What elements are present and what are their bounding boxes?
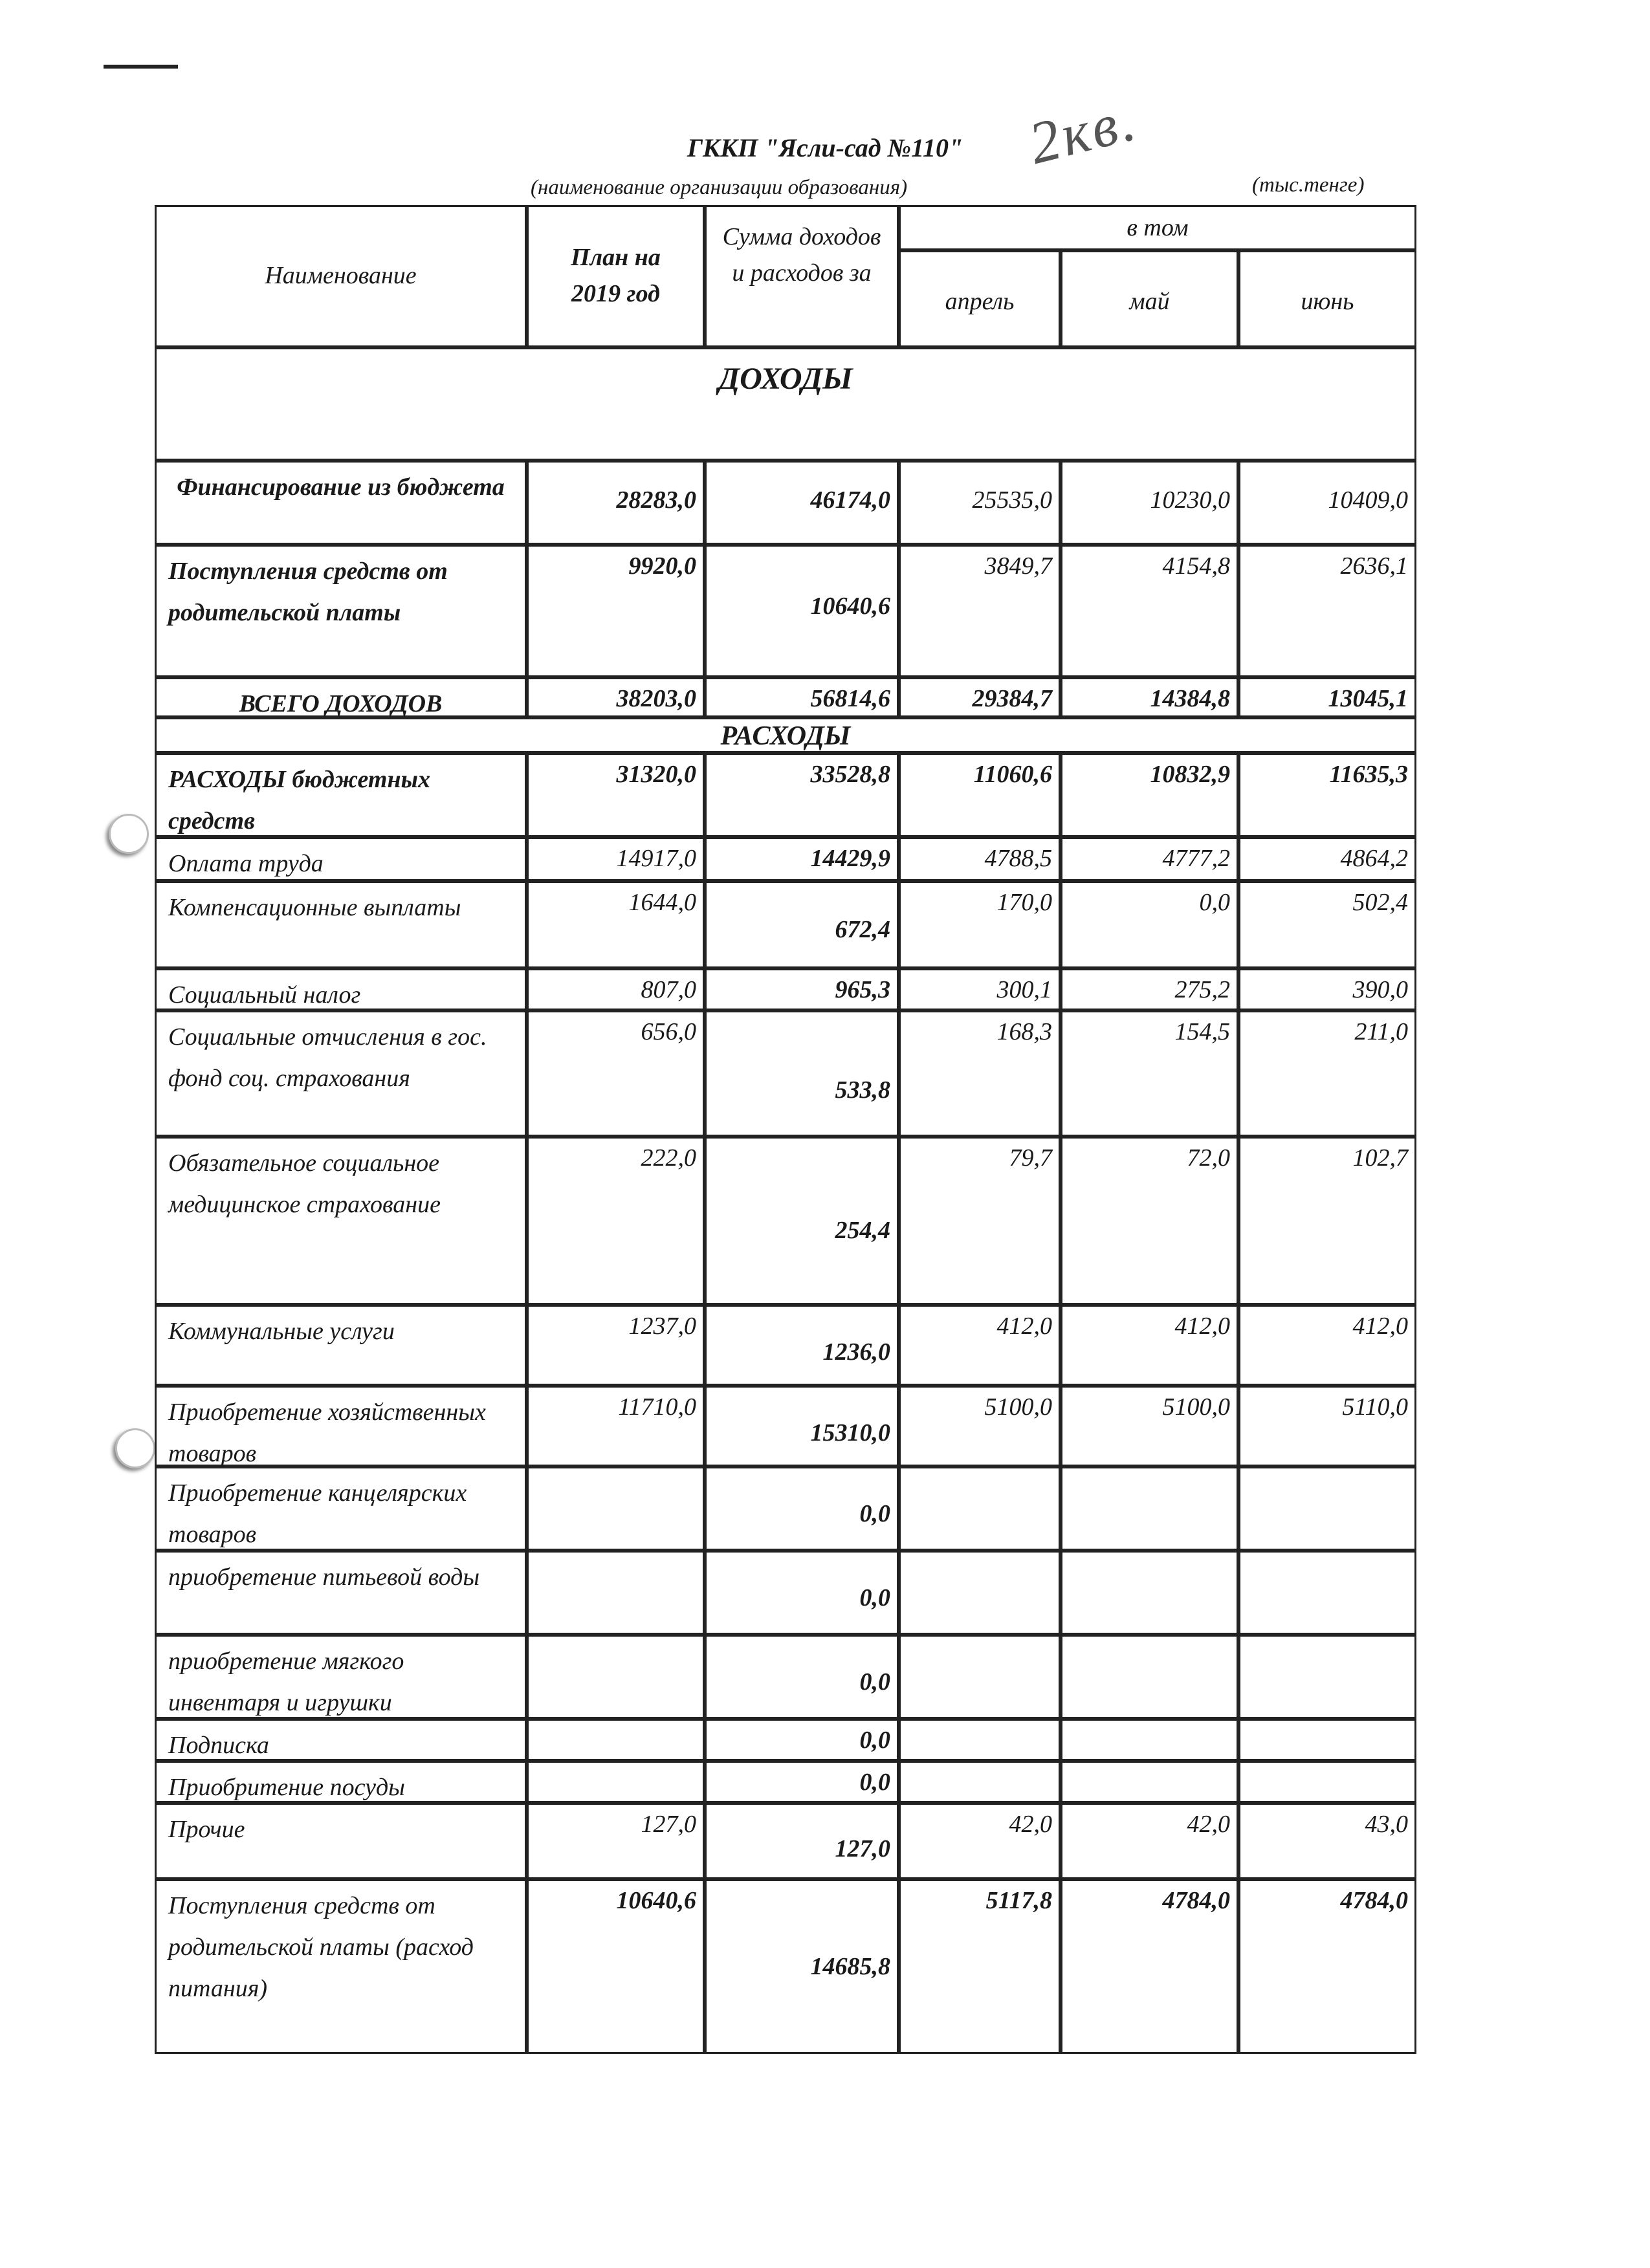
row-value-cell [899,1635,1061,1719]
row-label-cell [155,1305,527,1386]
value-apr-total_income: 29384,7 [972,685,1052,712]
row-label-cell [155,1137,527,1305]
row-value-cell [1061,881,1238,968]
row-value-cell [705,461,899,545]
row-value-cell [705,1879,899,2054]
row-value-cell [1061,1761,1238,1803]
row-value-cell [1238,545,1416,677]
row-value-cell [899,1010,1061,1137]
value-sum-subscription: 0,0 [859,1727,890,1754]
row-label-parent_pay: Поступления средств от родительской платы [168,558,448,626]
value-jun-fin_budget: 10409,0 [1328,486,1408,514]
row-label-cell [155,1719,527,1761]
row-label-cell [155,837,527,881]
row-label-cell [155,1386,527,1467]
value-apr-social_tax: 300,1 [996,976,1052,1003]
row-value-cell [705,545,899,677]
value-plan-medical: 222,0 [641,1144,696,1172]
row-value-cell [705,1635,899,1719]
row-value-cell [899,677,1061,717]
row-value-cell [1061,1719,1238,1761]
row-value-cell [705,1137,899,1305]
row-value-cell [1238,1879,1416,2054]
value-sum-social_contrib: 533,8 [835,1076,890,1104]
value-sum-compensation: 672,4 [835,916,890,943]
row-value-cell [899,1803,1061,1879]
row-value-cell [899,1386,1061,1467]
row-value-cell [705,1803,899,1879]
header-group-cell [899,205,1416,250]
row-value-cell [1238,1719,1416,1761]
row-label-cell [155,1803,527,1879]
value-apr-compensation: 170,0 [996,889,1052,916]
value-jun-social_tax: 390,0 [1352,976,1408,1003]
row-label-compensation: Компенсационные выплаты [168,894,461,921]
row-label-cell [155,1467,527,1551]
row-value-cell [705,1551,899,1635]
document-title: ГККП "Ясли-сад №110" [687,133,963,162]
row-value-cell [1238,1137,1416,1305]
punch-hole [115,1428,155,1468]
row-value-cell [527,968,705,1010]
value-apr-budget_expense: 11060,6 [973,761,1052,788]
row-value-cell [1238,968,1416,1010]
margin-mark [104,65,178,69]
row-value-cell [1238,1803,1416,1879]
row-label-cell [155,1010,527,1137]
row-value-cell [527,1305,705,1386]
value-sum-household: 15310,0 [810,1419,890,1446]
row-value-cell [1061,677,1238,717]
handwritten-note: 2кв. [1022,86,1144,177]
row-label-cell [155,1761,527,1803]
row-value-cell [705,1719,899,1761]
row-value-cell [705,837,899,881]
row-label-other: Прочие [168,1816,245,1843]
row-value-cell [899,1137,1061,1305]
value-may-household: 5100,0 [1162,1393,1230,1421]
column-header-group: в том [1127,214,1189,241]
value-sum-medical: 254,4 [835,1217,890,1244]
header-month-cell [1061,250,1238,347]
row-value-cell [527,1719,705,1761]
value-may-social_tax: 275,2 [1174,976,1230,1003]
row-value-cell [1061,753,1238,837]
row-value-cell [899,461,1061,545]
row-value-cell [1238,1761,1416,1803]
value-plan-food: 10640,6 [616,1887,696,1914]
unit-caption: (тыс.тенге) [1252,173,1365,197]
row-value-cell [705,753,899,837]
value-jun-social_contrib: 211,0 [1354,1018,1408,1045]
section-income [155,347,1416,461]
row-value-cell [1061,1386,1238,1467]
value-plan-household: 11710,0 [618,1393,696,1421]
value-jun-total_income: 13045,1 [1328,685,1408,712]
row-label-cell [155,461,527,545]
value-may-salary: 4777,2 [1162,845,1230,872]
value-sum-other: 127,0 [835,1835,890,1862]
value-sum-parent_pay: 10640,6 [810,593,890,620]
row-value-cell [705,1010,899,1137]
value-sum-food: 14685,8 [810,1953,890,1980]
row-label-cell [155,881,527,968]
value-sum-office: 0,0 [859,1500,890,1527]
row-value-cell [705,881,899,968]
row-label-dishes: Приобритение посуды [168,1774,405,1801]
row-label-budget_expense: РАСХОДЫ бюджетных средств [168,766,430,834]
row-value-cell [1238,461,1416,545]
row-value-cell [527,545,705,677]
row-value-cell [705,677,899,717]
value-jun-household: 5110,0 [1342,1393,1408,1421]
value-apr-other: 42,0 [1009,1811,1052,1838]
row-value-cell [527,837,705,881]
value-may-fin_budget: 10230,0 [1150,486,1230,514]
value-plan-utilities: 1237,0 [628,1313,696,1340]
value-plan-social_tax: 807,0 [641,976,696,1003]
row-value-cell [1061,1467,1238,1551]
row-label-cell [155,753,527,837]
row-label-water: приобретение питьевой воды [168,1564,480,1591]
value-may-total_income: 14384,8 [1150,685,1230,712]
value-sum-soft_inventory: 0,0 [859,1668,890,1696]
row-value-cell [1061,1551,1238,1635]
row-value-cell [527,1386,705,1467]
value-may-budget_expense: 10832,9 [1150,761,1230,788]
column-header-plan: План на 2019 год [571,244,661,307]
value-plan-salary: 14917,0 [616,845,696,872]
row-label-cell [155,1879,527,2054]
row-value-cell [1061,1305,1238,1386]
row-value-cell [705,1467,899,1551]
row-label-cell [155,1635,527,1719]
value-jun-parent_pay: 2636,1 [1340,552,1408,580]
row-value-cell [899,1879,1061,2054]
row-value-cell [899,545,1061,677]
row-value-cell [1238,881,1416,968]
row-value-cell [1238,1010,1416,1137]
value-apr-household: 5100,0 [984,1393,1052,1421]
row-label-household: Приобретение хозяйственных товаров [168,1399,486,1467]
row-value-cell [1061,1010,1238,1137]
column-header-jun: июнь [1301,288,1354,315]
value-plan-budget_expense: 31320,0 [616,761,696,788]
value-may-social_contrib: 154,5 [1174,1018,1230,1045]
value-apr-salary: 4788,5 [984,845,1052,872]
row-label-cell [155,1551,527,1635]
row-label-salary: Оплата труда [168,850,324,877]
value-jun-compensation: 502,4 [1352,889,1408,916]
row-value-cell [527,1551,705,1635]
row-value-cell [1238,837,1416,881]
header-sum-cell [705,205,899,347]
header-name-cell [155,205,527,347]
row-value-cell [899,1719,1061,1761]
value-jun-medical: 102,7 [1352,1144,1408,1172]
value-jun-budget_expense: 11635,3 [1329,761,1408,788]
organization-caption: (наименование организации образования) [531,176,908,199]
row-value-cell [1061,1803,1238,1879]
value-may-compensation: 0,0 [1199,889,1230,916]
row-value-cell [527,881,705,968]
row-value-cell [527,1879,705,2054]
value-sum-water: 0,0 [859,1584,890,1611]
section-title-income: ДОХОДЫ [718,362,853,396]
row-value-cell [1238,1386,1416,1467]
row-value-cell [899,1305,1061,1386]
row-value-cell [899,881,1061,968]
row-value-cell [527,1761,705,1803]
column-header-apr: апрель [945,288,1015,315]
value-may-medical: 72,0 [1187,1144,1230,1172]
row-value-cell [1061,1137,1238,1305]
value-jun-food: 4784,0 [1340,1887,1408,1914]
row-label-subscription: Подписка [168,1732,269,1759]
row-value-cell [899,1467,1061,1551]
value-apr-fin_budget: 25535,0 [972,486,1052,514]
value-sum-salary: 14429,9 [810,845,890,872]
row-value-cell [705,968,899,1010]
row-value-cell [527,753,705,837]
value-may-utilities: 412,0 [1174,1313,1230,1340]
row-value-cell [1061,1635,1238,1719]
value-apr-food: 5117,8 [985,1887,1052,1914]
value-sum-utilities: 1236,0 [822,1338,890,1366]
row-label-medical: Обязательное социальное медицинское страхование [168,1150,441,1218]
row-value-cell [899,753,1061,837]
value-plan-parent_pay: 9920,0 [628,552,696,580]
row-label-fin_budget: Финансирование из бюджета [177,474,505,501]
section-expense [155,717,1416,753]
value-may-parent_pay: 4154,8 [1162,552,1230,580]
value-apr-parent_pay: 3849,7 [984,552,1052,580]
section-title-expense: РАСХОДЫ [720,721,851,751]
value-jun-salary: 4864,2 [1340,845,1408,872]
value-apr-medical: 79,7 [1009,1144,1052,1172]
row-label-cell [155,545,527,677]
row-value-cell [527,461,705,545]
column-header-name: Наименование [265,262,417,289]
value-may-food: 4784,0 [1162,1887,1230,1914]
row-label-social_tax: Социальный налог [168,981,361,1009]
column-header-sum: Сумма доходов и расходов за [722,223,881,287]
row-value-cell [899,1551,1061,1635]
value-jun-utilities: 412,0 [1352,1313,1408,1340]
value-sum-budget_expense: 33528,8 [810,761,890,788]
header-plan-cell [527,205,705,347]
value-plan-other: 127,0 [641,1811,696,1838]
row-label-social_contrib: Социальные отчисления в гос. фонд соц. страхования [168,1023,487,1092]
column-header-may: май [1129,288,1170,315]
value-plan-compensation: 1644,0 [628,889,696,916]
header-month-cell [899,250,1061,347]
row-value-cell [1238,677,1416,717]
row-value-cell [1061,461,1238,545]
row-value-cell [527,1010,705,1137]
row-value-cell [899,837,1061,881]
row-value-cell [1061,1879,1238,2054]
row-value-cell [527,1635,705,1719]
row-value-cell [1238,1305,1416,1386]
row-label-cell [155,677,527,717]
row-value-cell [1238,1635,1416,1719]
row-value-cell [1061,545,1238,677]
value-plan-fin_budget: 28283,0 [616,486,696,514]
row-value-cell [705,1305,899,1386]
row-label-utilities: Коммунальные услуги [168,1318,395,1345]
row-value-cell [1061,968,1238,1010]
header-month-cell [1238,250,1416,347]
row-value-cell [899,968,1061,1010]
row-value-cell [527,1467,705,1551]
row-value-cell [527,677,705,717]
row-value-cell [1238,1467,1416,1551]
value-sum-total_income: 56814,6 [810,685,890,712]
row-value-cell [899,1761,1061,1803]
value-sum-fin_budget: 46174,0 [810,486,890,514]
value-jun-other: 43,0 [1365,1811,1408,1838]
value-plan-social_contrib: 656,0 [641,1018,696,1045]
value-apr-utilities: 412,0 [996,1313,1052,1340]
row-value-cell [1238,1551,1416,1635]
row-value-cell [1238,753,1416,837]
row-label-food: Поступления средств от родительской платы (расход питания) [168,1892,474,2002]
value-may-other: 42,0 [1187,1811,1230,1838]
row-value-cell [527,1137,705,1305]
row-value-cell [527,1803,705,1879]
value-plan-total_income: 38203,0 [616,685,696,712]
value-sum-dishes: 0,0 [859,1769,890,1796]
row-value-cell [1061,837,1238,881]
row-label-soft_inventory: приобретение мягкого инвентаря и игрушки [168,1648,404,1716]
punch-hole [109,814,149,854]
row-value-cell [705,1761,899,1803]
row-label-total_income: ВСЕГО ДОХОДОВ [239,690,443,717]
value-apr-social_contrib: 168,3 [996,1018,1052,1045]
row-label-cell [155,968,527,1010]
row-label-office: Приобретение канцелярских товаров [168,1479,467,1548]
value-sum-social_tax: 965,3 [835,976,890,1003]
row-value-cell [705,1386,899,1467]
